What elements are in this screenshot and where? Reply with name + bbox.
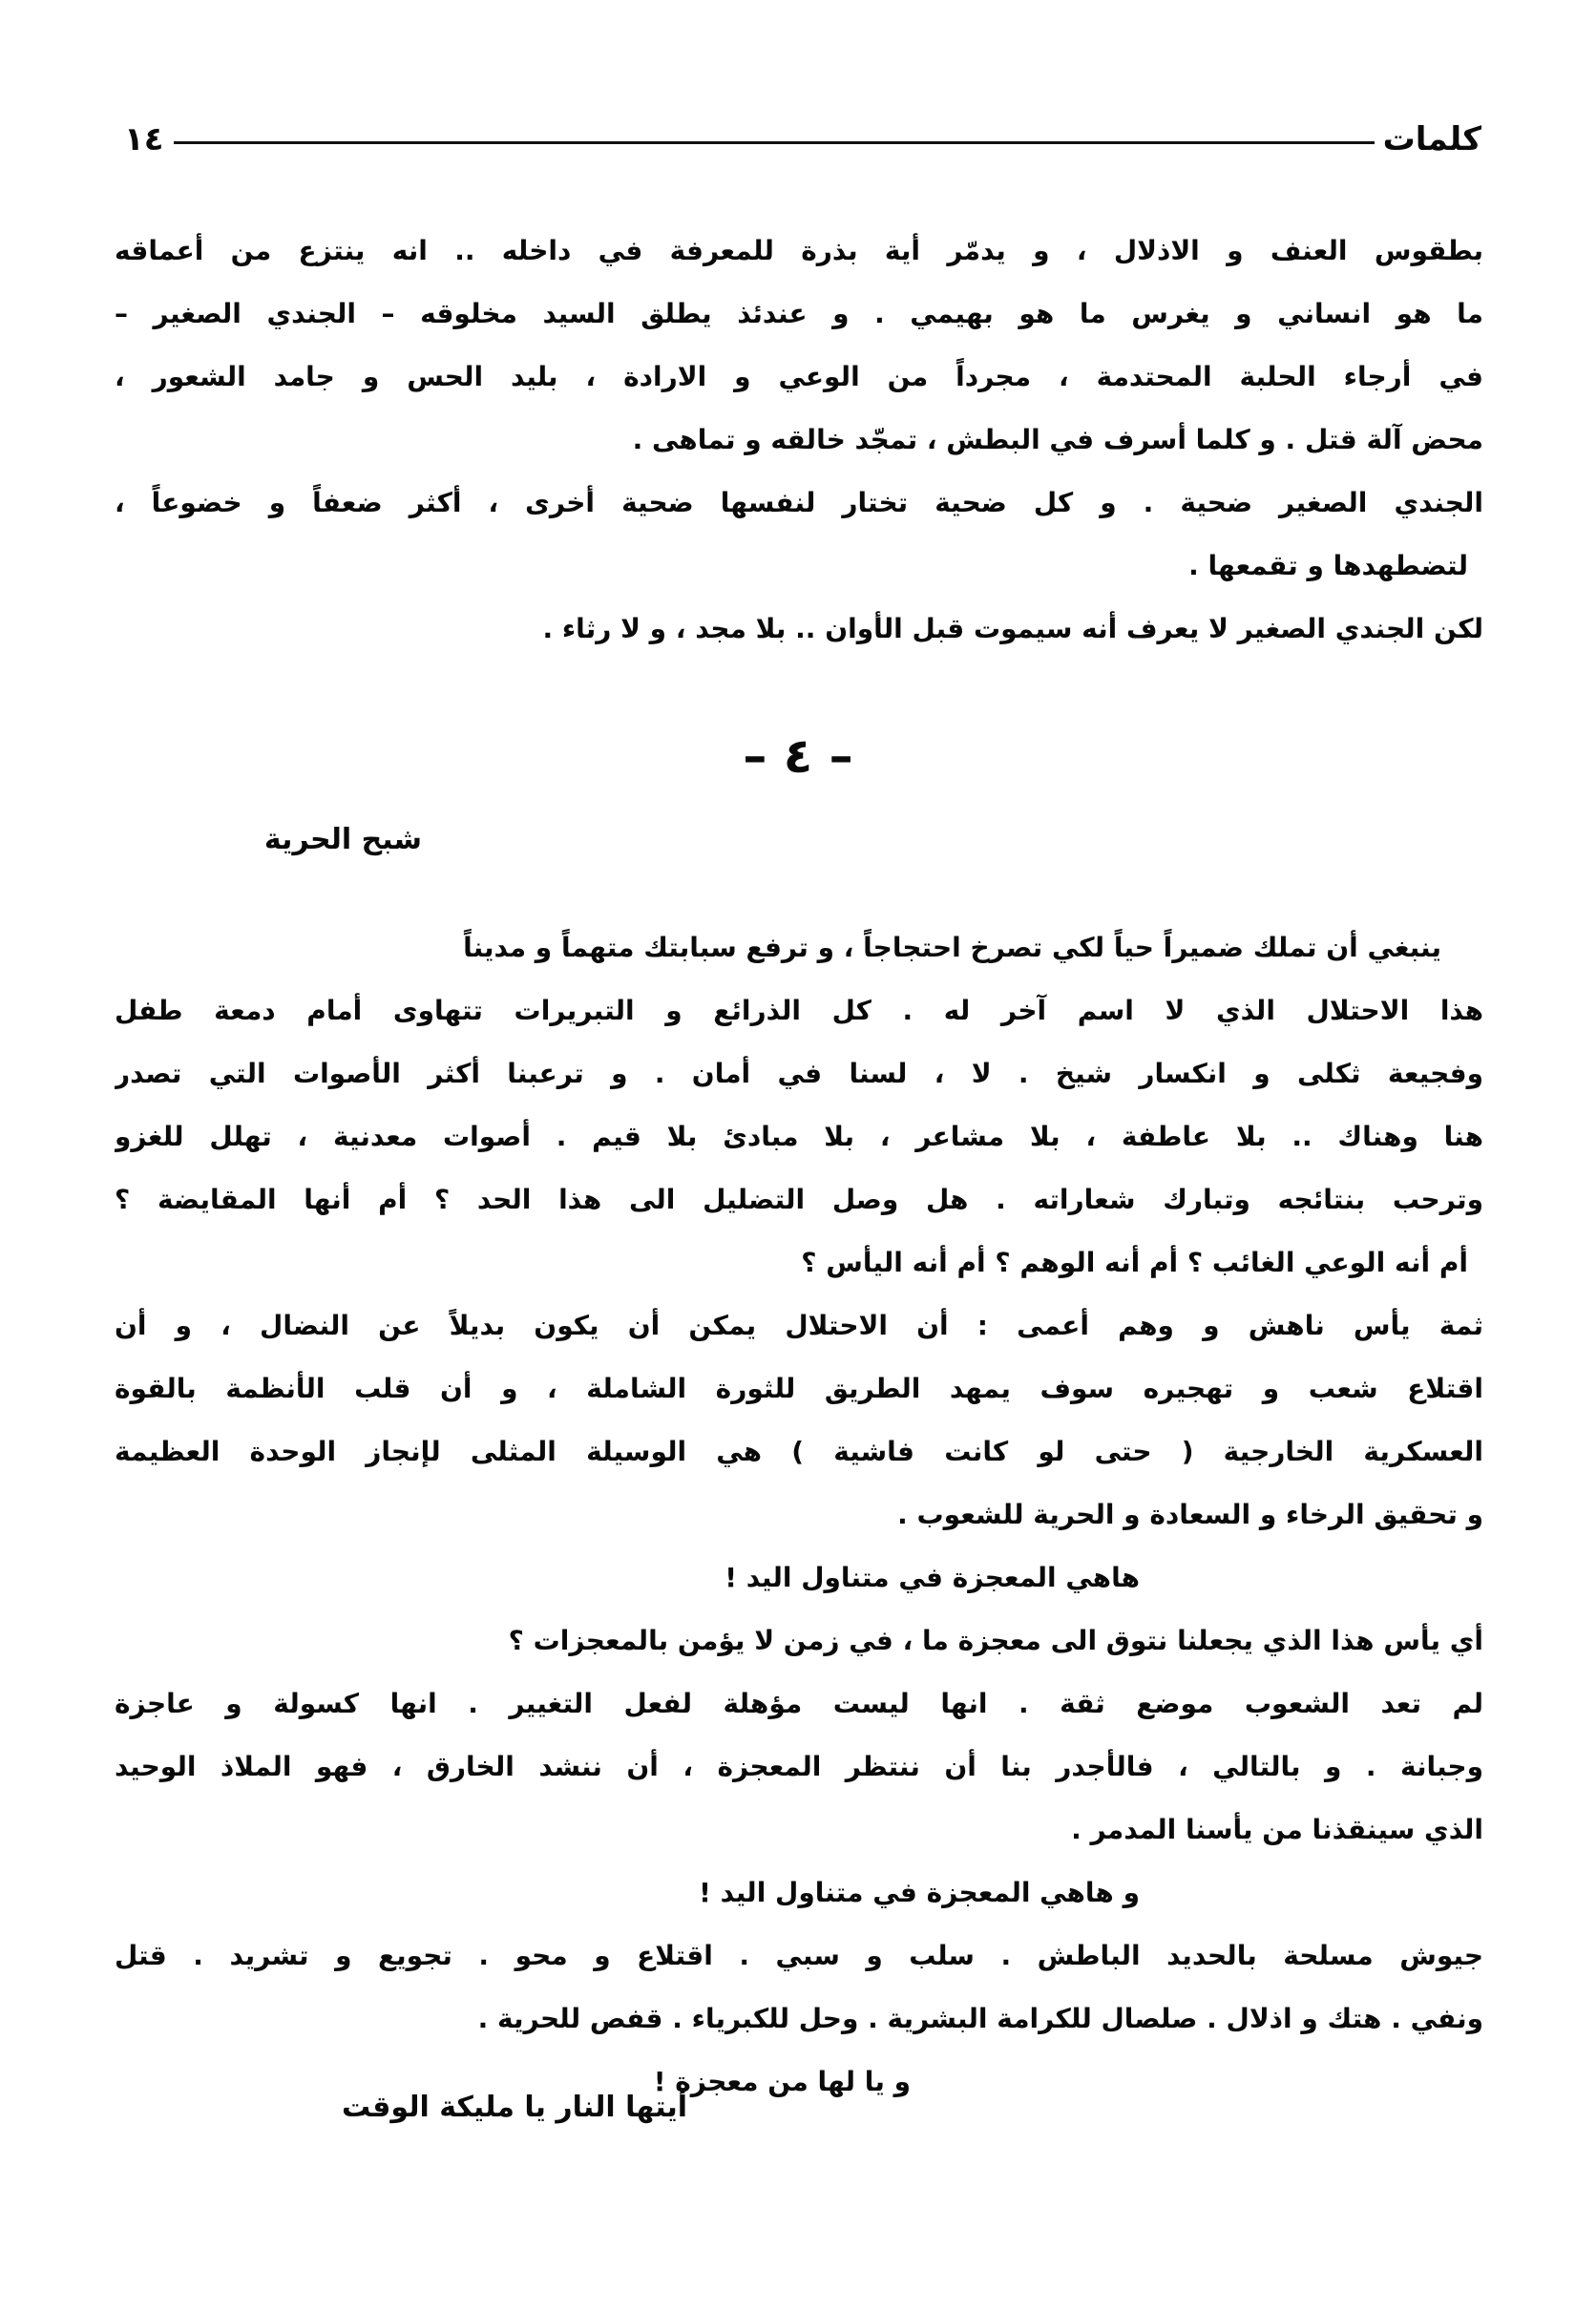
text-line: ما هو انساني و يغرس ما هو بهيمي . و عندئذ يطلق السيد مخلوقه – الجندي الصغير – xyxy=(115,298,1483,329)
text-line: الجندي الصغير ضحية . و كل ضحية تختار لنفسها ضحية أخرى ، أكثر ضعفاً و خضوعاً ، xyxy=(115,487,1483,518)
text-line: لم تعد الشعوب موضع ثقة . انها ليست مؤهلة لفعل التغيير . انها كسولة و عاجزة xyxy=(115,1688,1483,1719)
text-line: ونفي . هتك و اذلال . صلصال للكرامة البشرية . وحل للكبرياء . قفص للحرية . xyxy=(477,2003,1483,2034)
text-line: و هاهي المعجزة في متناول اليد ! xyxy=(699,1877,1140,1908)
running-title: كلمات xyxy=(1382,120,1481,158)
text-line: أي يأس هذا الذي يجعلنا نتوق الى معجزة ما ، في زمن لا يؤمن بالمعجزات ؟ xyxy=(508,1625,1483,1656)
text-line: هذا الاحتلال الذي لا اسم آخر له . كل الذرائع و التبريرات تتهاوى أمام دمعة طفل xyxy=(115,995,1483,1026)
text-line: و يا لها من معجزة ! xyxy=(653,2066,911,2097)
page-header xyxy=(124,113,1481,166)
next-section-title: أيتها النار يا مليكة الوقت xyxy=(342,2091,687,2124)
text-line: الذي سينقذنا من يأسنا المدمر . xyxy=(1071,1814,1483,1845)
text-line: هنا وهناك .. بلا عاطفة ، بلا مشاعر ، بلا مبادئ بلا قيم . أصوات معدنية ، تهلل للغزو xyxy=(115,1121,1483,1152)
text-block-1 xyxy=(115,220,1483,661)
text-line: و تحقيق الرخاء و السعادة و الحرية للشعوب . xyxy=(897,1499,1483,1530)
text-line: هاهي المعجزة في متناول اليد ! xyxy=(724,1562,1140,1593)
text-line: أم أنه الوعي الغائب ؟ أم أنه الوهم ؟ أم أنه اليأس ؟ xyxy=(801,1247,1468,1278)
section-number: – ٤ – xyxy=(743,728,853,784)
text-line: بطقوس العنف و الاذلال ، و يدمّر أية بذرة للمعرفة في داخله .. انه ينتزع من أعماقه xyxy=(115,235,1483,266)
text-line: العسكرية الخارجية ( حتى لو كانت فاشية ) هي الوسيلة المثلى لإنجاز الوحدة العظيمة xyxy=(115,1436,1483,1467)
text-line: جيوش مسلحة بالحديد الباطش . سلب و سبي . اقتلاع و محو . تجويع و تشريد . قتل xyxy=(115,1940,1483,1971)
text-line: محض آلة قتل . و كلما أسرف في البطش ، تمجّد خالقه و تماهى . xyxy=(632,424,1483,455)
text-line: لكن الجندي الصغير لا يعرف أنه سيموت قبل الأوان .. بلا مجد ، و لا رثاء . xyxy=(542,613,1483,644)
text-line: لتضطهدها و تقمعها . xyxy=(1188,550,1468,581)
section-title: شبح الحرية xyxy=(263,823,422,856)
header-rule xyxy=(174,141,1375,144)
text-line: وترحب بنتائجه وتبارك شعاراته . هل وصل التضليل الى هذا الحد ؟ أم أنها المقايضة ؟ xyxy=(115,1184,1483,1215)
text-line: اقتلاع شعب و تهجيره سوف يمهد الطريق للثورة الشاملة ، و أن قلب الأنظمة بالقوة xyxy=(115,1373,1483,1404)
text-line: وجبانة . و بالتالي ، فالأجدر بنا أن ننتظر المعجزة ، أن ننشد الخارق ، فهو الملاذ الوحيد xyxy=(115,1751,1483,1782)
text-line: ينبغي أن تملك ضميراً حياً لكي تصرخ احتجاجاً ، و ترفع سبابتك متهماً و مديناً xyxy=(463,932,1441,963)
text-block-2 xyxy=(115,916,1483,2114)
text-line: في أرجاء الحلبة المحتدمة ، مجرداً من الوعي و الارادة ، بليد الحس و جامد الشعور ، xyxy=(115,361,1483,392)
text-line: وفجيعة ثكلى و انكسار شيخ . لا ، لسنا في أمان . و ترعبنا أكثر الأصوات التي تصدر xyxy=(115,1058,1483,1089)
page-number: ١٤ xyxy=(124,120,164,158)
text-line: ثمة يأس ناهش و وهم أعمى : أن الاحتلال يمكن أن يكون بديلاً عن النضال ، و أن xyxy=(115,1310,1483,1341)
